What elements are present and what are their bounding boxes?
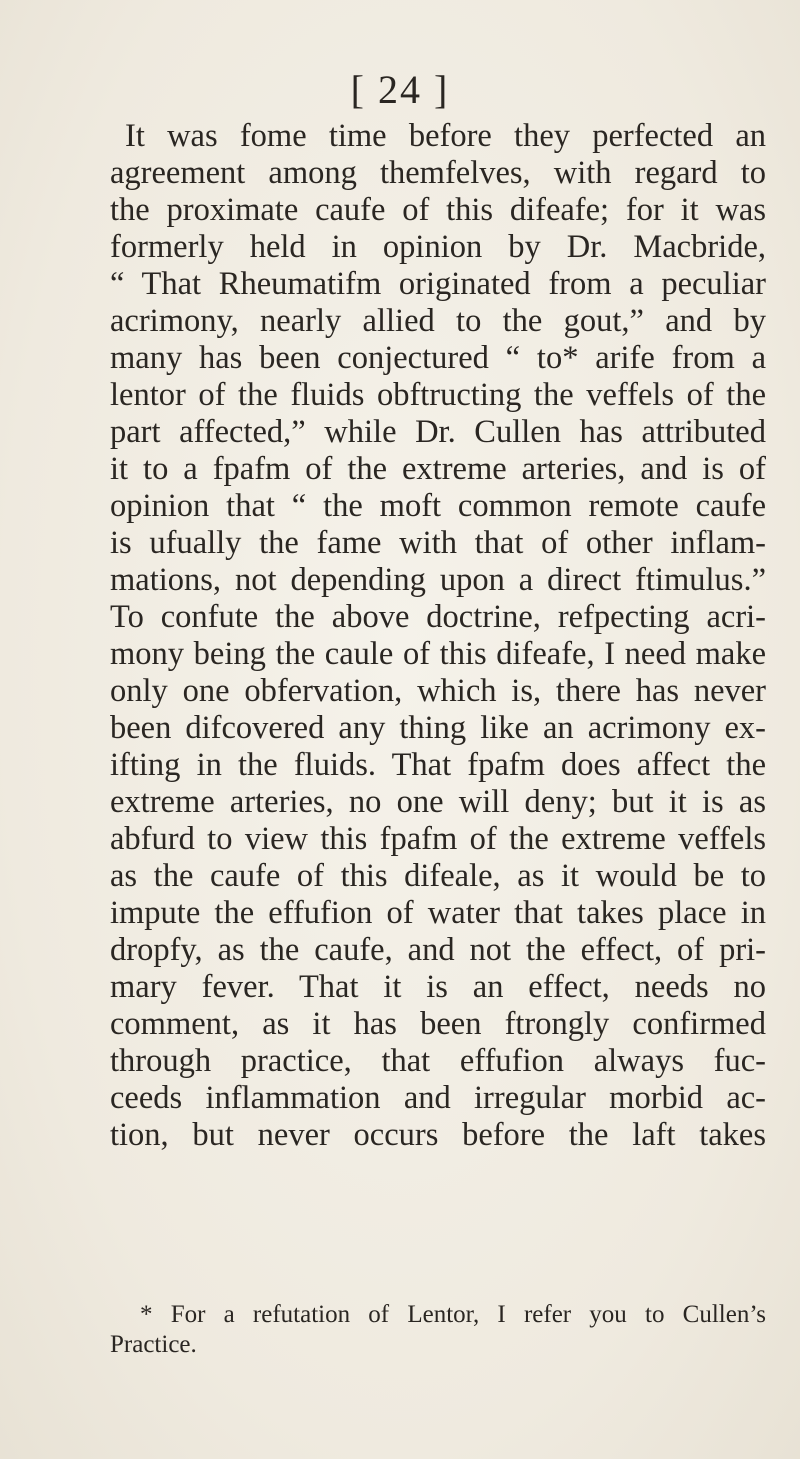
- text-line: mations, not depending upon a direct ftimulus.”: [110, 562, 766, 598]
- text-line: as the caufe of this difeale, as it would be to: [110, 858, 766, 894]
- text-line: part affected,” while Dr. Cullen has attributed: [110, 414, 766, 450]
- text-line: only one obfervation, which is, there has never: [110, 673, 766, 709]
- text-line: ifting in the fluids. That fpafm does affect the: [110, 747, 766, 783]
- text-line: is ufually the fame with that of other inflam-: [110, 525, 766, 561]
- text-line: been difcovered any thing like an acrimony ex-: [110, 710, 766, 746]
- text-line: mony being the caule of this difeafe, I need make: [110, 636, 766, 672]
- text-line: abfurd to view this fpafm of the extreme veffels: [110, 821, 766, 857]
- text-line: many has been conjectured “ to* arife from a: [110, 340, 766, 376]
- text-line: ceeds inflammation and irregular morbid ac-: [110, 1080, 766, 1116]
- text-line: extreme arteries, no one will deny; but it is as: [110, 784, 766, 820]
- text-line: the proximate caufe of this difeafe; for it was: [110, 192, 766, 228]
- page-number: [ 24 ]: [350, 67, 450, 112]
- text-line: dropfy, as the caufe, and not the effect, of pri-: [110, 932, 766, 968]
- text-line: “ That Rheumatifm originated from a peculiar: [110, 266, 766, 302]
- text-line: mary fever. That it is an effect, needs no: [110, 969, 766, 1005]
- text-line: it to a fpafm of the extreme arteries, and is of: [110, 451, 766, 487]
- text-line: To confute the above doctrine, refpecting acri-: [110, 599, 766, 635]
- text-line: opinion that “ the moft common remote caufe: [110, 488, 766, 524]
- text-line: formerly held in opinion by Dr. Macbride,: [110, 229, 766, 265]
- text-line: tion, but never occurs before the laft takes: [110, 1117, 766, 1153]
- text-line: acrimony, nearly allied to the gout,” and by: [110, 303, 766, 339]
- text-line: lentor of the fluids obftructing the veffels of the: [110, 377, 766, 413]
- footnote-line: Practice.: [110, 1331, 197, 1358]
- text-line: comment, as it has been ftrongly confirmed: [110, 1006, 766, 1042]
- text-line: agreement among themfelves, with regard to: [110, 155, 766, 191]
- text-line: impute the effufion of water that takes place in: [110, 895, 766, 931]
- footnote-line: * For a refutation of Lentor, I refer you to Cullen’s: [140, 1301, 766, 1328]
- text-line: through practice, that effufion always fuc-: [110, 1043, 766, 1079]
- text-line: It was fome time before they perfected an: [125, 118, 766, 154]
